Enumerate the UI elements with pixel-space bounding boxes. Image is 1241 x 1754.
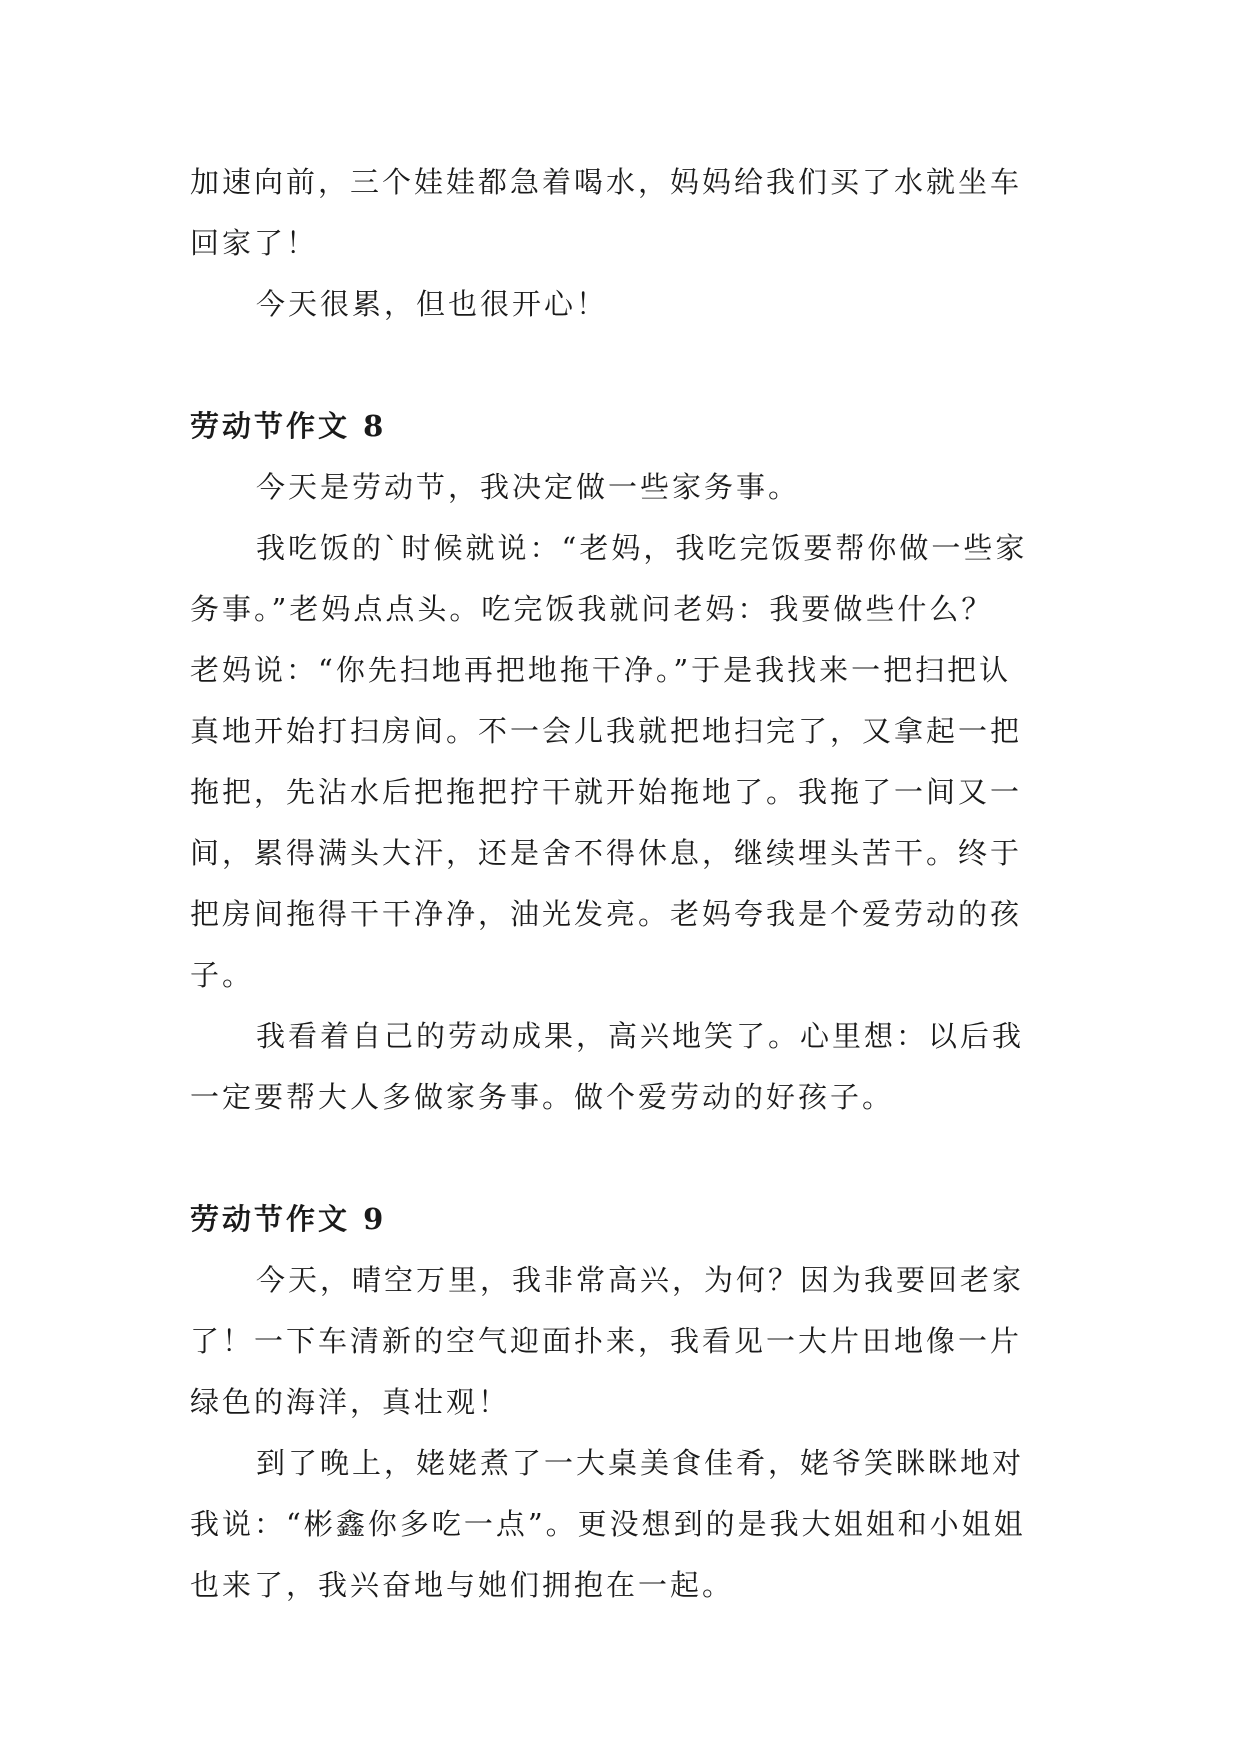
text-line: 把房间拖得干干净净，油光发亮。老妈夸我是个爱劳动的孩: [190, 897, 1023, 931]
text-line: 今天很累，但也很开心！: [256, 287, 609, 321]
document-page: [190, 152, 1060, 1616]
text-line: 到了晚上，姥姥煮了一大桌美食佳肴，姥爷笑眯眯地对: [256, 1446, 1025, 1480]
text-line: 了！一下车清新的空气迎面扑来，我看见一大片田地像一片: [190, 1324, 1023, 1358]
text-line: 今天是劳动节，我决定做一些家务事。: [256, 470, 801, 504]
text-line: 间，累得满头大汗，还是舍不得休息，继续埋头苦干。终于: [190, 836, 1023, 870]
text-line: 我看着自己的劳动成果，高兴地笑了。心里想：以后我: [256, 1019, 1025, 1053]
paragraph: [190, 1433, 1060, 1616]
text-line: 我吃饭的`时候就说：“老妈，我吃完饭要帮你做一些家: [256, 531, 1028, 565]
paragraph: [190, 152, 1060, 274]
section-heading: 劳动节作文 9: [190, 1202, 387, 1236]
paragraph: [190, 274, 1060, 335]
paragraph: [190, 518, 1060, 1006]
text-line: 加速向前，三个娃娃都急着喝水，妈妈给我们买了水就坐车: [190, 165, 1023, 199]
text-line: 务事。”老妈点点头。吃完饭我就问老妈：我要做些什么？: [190, 592, 994, 626]
text-line: 也来了，我兴奋地与她们拥抱在一起。: [190, 1568, 735, 1602]
text-line: 拖把，先沾水后把拖把拧干就开始拖地了。我拖了一间又一: [190, 775, 1023, 809]
text-line: 一定要帮大人多做家务事。做个爱劳动的好孩子。: [190, 1080, 895, 1114]
section-gap: [190, 335, 1060, 396]
text-line: 子。: [190, 958, 255, 992]
text-line: 绿色的海洋，真壮观！: [190, 1385, 511, 1419]
section-gap: [190, 1128, 1060, 1189]
section-heading: 劳动节作文 8: [190, 409, 387, 443]
text-line: 老妈说：“你先扫地再把地拖干净。”于是我找来一把扫把认: [190, 653, 1012, 687]
paragraph: [190, 1006, 1060, 1128]
text-line: 我说：“彬鑫你多吃一点”。更没想到的是我大姐姐和小姐姐: [190, 1507, 1026, 1541]
paragraph: [190, 1250, 1060, 1433]
text-line: 今天，晴空万里，我非常高兴，为何？因为我要回老家: [256, 1263, 1025, 1297]
text-line: 真地开始打扫房间。不一会儿我就把地扫完了，又拿起一把: [190, 714, 1023, 748]
text-line: 回家了！: [190, 226, 319, 260]
paragraph: [190, 457, 1060, 518]
